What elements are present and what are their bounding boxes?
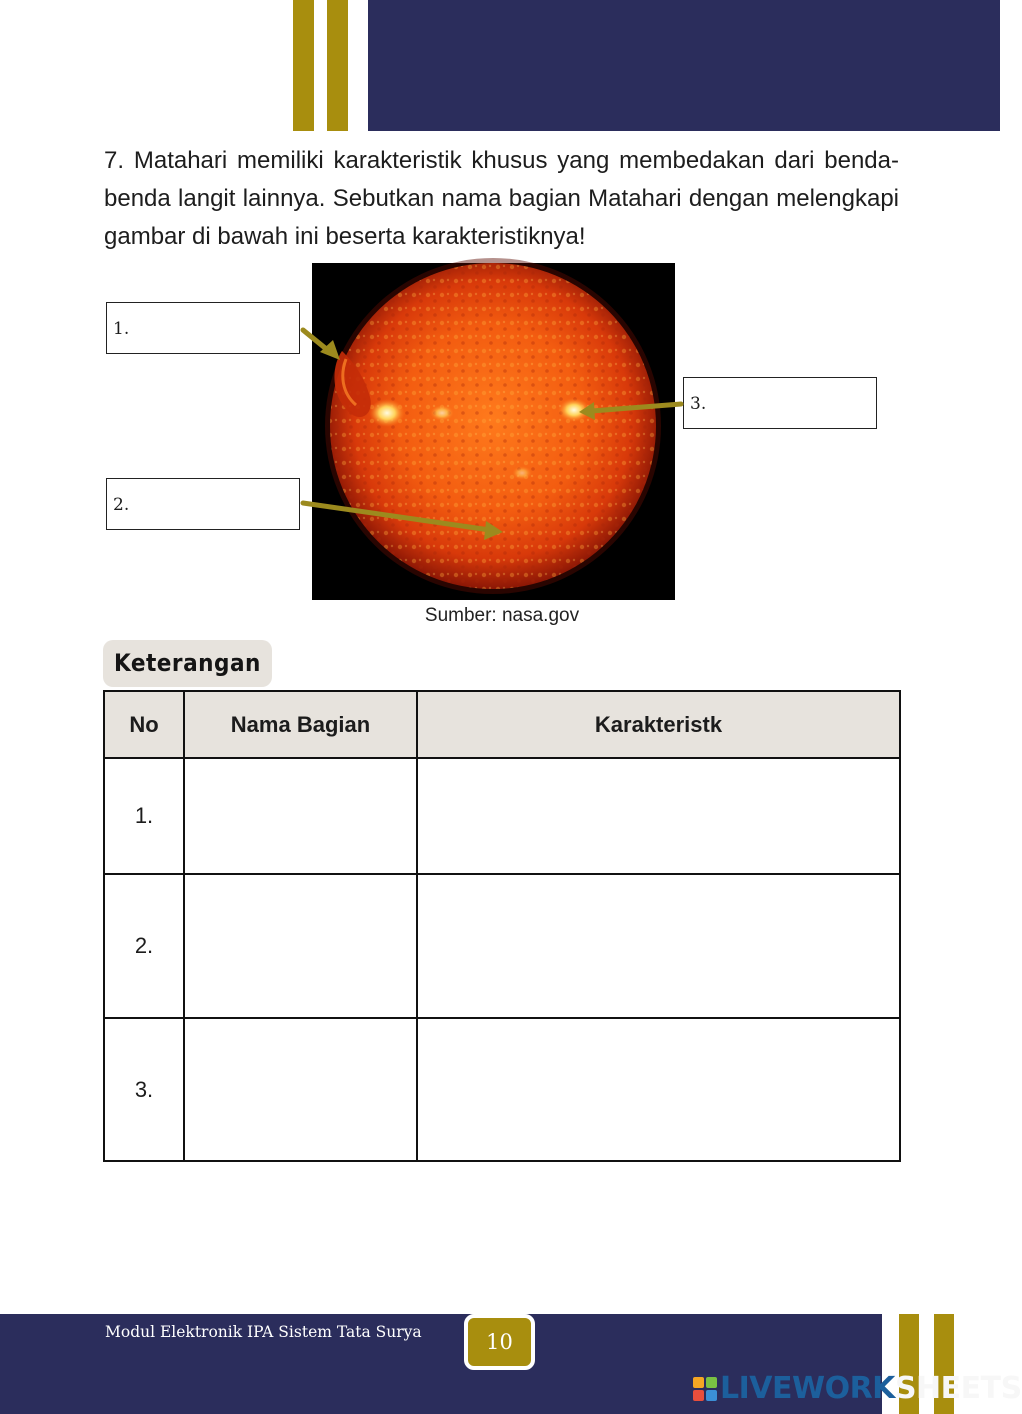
header-nama-bagian: Nama Bagian	[184, 691, 417, 758]
footer-module-title: Modul Elektronik IPA Sistem Tata Surya	[105, 1323, 422, 1341]
row-characteristic-cell[interactable]	[417, 758, 900, 874]
legend-title: Keterangan	[103, 640, 272, 687]
logo-grid-icon	[693, 1377, 717, 1401]
arrow-to-label-3	[592, 404, 681, 411]
arrowhead-3	[579, 402, 595, 420]
label-box-2-number: 2.	[113, 495, 130, 515]
table-row	[104, 1018, 900, 1161]
liveworksheets-brand[interactable]	[720, 1371, 1022, 1407]
row-number: 3.	[104, 1018, 184, 1161]
brand-part-1: LIVEWORK	[720, 1371, 895, 1406]
page-number: 10	[464, 1314, 535, 1370]
arrowhead-2	[484, 521, 503, 540]
arrow-to-label-2	[303, 503, 490, 530]
row-characteristic-cell[interactable]	[417, 1018, 900, 1161]
image-caption: Sumber: nasa.gov	[424, 605, 580, 626]
liveworksheets-logo-icon	[693, 1377, 717, 1401]
row-number: 1.	[104, 758, 184, 874]
row-name-cell[interactable]	[184, 758, 417, 874]
row-characteristic-cell[interactable]	[417, 874, 900, 1018]
arrowhead-1	[320, 340, 340, 360]
row-name-cell[interactable]	[184, 1018, 417, 1161]
row-number: 2.	[104, 874, 184, 1018]
header-no: No	[104, 691, 184, 758]
header-karakteristik: Karakteristk	[417, 691, 900, 758]
pointer-arrows	[0, 0, 1000, 700]
label-box-1-number: 1.	[113, 319, 130, 339]
row-name-cell[interactable]	[184, 874, 417, 1018]
label-box-3-number: 3.	[690, 394, 707, 414]
table-header-row	[104, 691, 900, 758]
table-row	[104, 874, 900, 1018]
brand-part-2: SHEETS	[894, 1371, 1022, 1406]
table-row	[104, 758, 900, 874]
legend-table	[103, 690, 901, 1162]
question-text: 7. Matahari memiliki karakteristik khusus yang membedakan dari benda-benda langit lainnya. Sebutkan nama bagian Matahari dengan melengkapi gambar di bawah ini beserta karakteristiknya!	[104, 147, 899, 250]
